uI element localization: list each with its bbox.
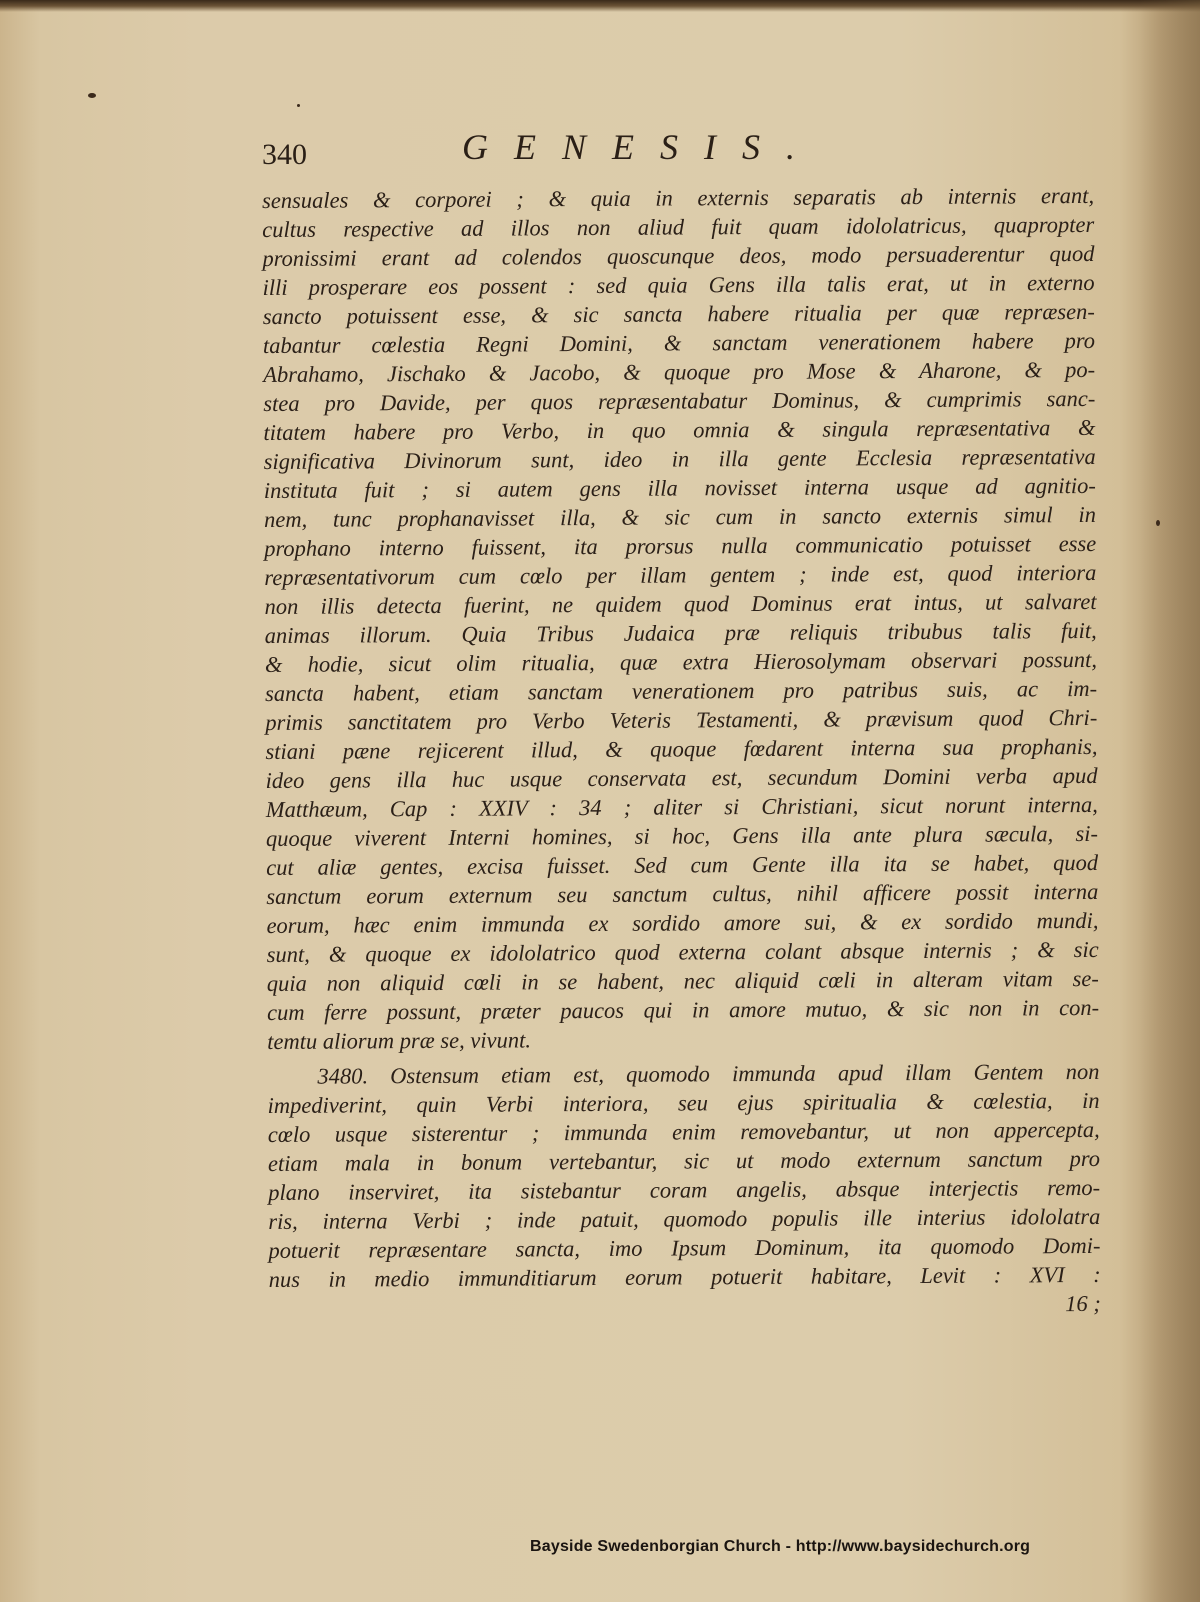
text-line: nus in medio immunditiarum eorum potuerit habitare, Levit : XVI :: [268, 1261, 1101, 1292]
ink-speck: [297, 104, 300, 107]
text-line: nem, tunc prophanavisset illa, & sic cum in sancto externis simul in: [263, 501, 1097, 532]
text-line: cut aliæ gentes, excisa fuisset. Sed cum Gente illa ita se habet, quod: [266, 849, 1099, 880]
text-line: pronissimi erant ad colendos quoscunque deos, modo persuaderentur quod: [262, 240, 1095, 271]
text-line: temtu aliorum præ se, vivunt.: [267, 1027, 532, 1054]
text-line: non illis detecta fuerint, ne quidem quod Dominus erat intus, ut salvaret: [264, 588, 1097, 619]
text-line: titatem habere pro Verbo, in quo omnia & singula repræsentativa &: [263, 414, 1096, 445]
watermark: Bayside Swedenborgian Church - http://www.baysidechurch.org: [530, 1538, 1031, 1555]
text-line: etiam mala in bonum vertebantur, sic ut modo externum sanctum pro: [267, 1145, 1101, 1176]
paragraph-3480: [267, 1057, 1100, 1294]
text-line: primis sanctitatem pro Verbo Veteris Testamenti, & prævisum quod Chri-: [265, 704, 1098, 735]
text-line: plano inserviret, ita sistebantur coram angelis, absque interjectis remo-: [268, 1174, 1101, 1205]
text-line: stiani pæne rejicerent illud, & quoque fœdarent interna sua prophanis,: [265, 733, 1098, 764]
text-line: cum ferre possunt, præter paucos qui in amore mutuo, & sic non in con-: [266, 994, 1100, 1025]
text-line: quia non aliquid cœli in se habent, nec aliquid cœli in alteram vitam se-: [266, 965, 1099, 996]
text-line: 3480. Ostensum etiam est, quomodo immunda apud illam Gentem non: [317, 1058, 1100, 1089]
text-line: prophano interno fuissent, ita prorsus nulla communicatio potuisset esse: [264, 530, 1097, 561]
text-line: significativa Divinorum sunt, ideo in illa gente Ecclesia repræsentativa: [263, 443, 1096, 474]
page-top-edge: [0, 0, 1200, 12]
text-line: Matthæum, Cap : XXIV : 34 ; aliter si Christiani, sicut norunt interna,: [265, 791, 1098, 822]
text-line: sancta habent, etiam sanctam venerationem pro patribus suis, ac im-: [265, 675, 1098, 706]
ink-speck: [1156, 520, 1160, 526]
text-line: Abrahamo, Jischako & Jacobo, & quoque pro Mose & Aharone, & po-: [263, 356, 1096, 387]
ink-speck: [88, 93, 96, 98]
text-line: sunt, & quoque ex idololatrico quod externa colant absque internis ; & sic: [266, 936, 1099, 967]
text-line: cœlo usque sisterentur ; immunda enim removebantur, ut non appercepta,: [267, 1116, 1100, 1147]
text-line: ideo gens illa huc usque conservata est, secundum Domini verba apud: [265, 762, 1098, 793]
gutter-shadow: [1140, 0, 1200, 1602]
text-line: & hodie, sicut olim ritualia, quæ extra Hierosolymam observari possunt,: [264, 646, 1097, 677]
body-text: [262, 181, 1101, 1323]
paragraph: [262, 181, 1099, 1056]
text-line: sensuales & corporei ; & quia in externis separatis ab internis erant,: [262, 182, 1095, 213]
text-line: sanctum eorum externum seu sanctum cultus, nihil afficere possit interna: [266, 878, 1099, 909]
text-line: cultus respective ad illos non aliud fuit quam idololatricus, quapropter: [262, 211, 1095, 242]
running-title: GENESIS.: [462, 127, 821, 167]
text-line: stea pro Davide, per quos repræsentabatur Dominus, & cumprimis sanc-: [263, 385, 1096, 416]
text-line: animas illorum. Quia Tribus Judaica præ reliquis tribubus talis fuit,: [264, 617, 1097, 648]
text-line: ris, interna Verbi ; inde patuit, quomodo populis ille interius idololatra: [268, 1203, 1101, 1234]
text-line: instituta fuit ; si autem gens illa novisset interna usque ad agnitio-: [263, 472, 1096, 503]
page-header: [262, 126, 1102, 176]
catchword: 16 ;: [1065, 1290, 1101, 1317]
page-number: 340: [262, 138, 307, 171]
text-line: repræsentativorum cum cœlo per illam gentem ; inde est, quod interiora: [264, 559, 1097, 590]
text-line: quoque viverent Interni homines, si hoc, Gens illa ante plura sæcula, si-: [265, 820, 1099, 851]
text-line: illi prosperare eos possent : sed quia Gens illa talis erat, ut in externo: [262, 269, 1095, 300]
text-line: tabantur cœlestia Regni Domini, & sanctam venerationem habere pro: [262, 327, 1096, 358]
text-line: impediverint, quin Verbi interiora, seu ejus spiritualia & cœlestia, in: [267, 1087, 1100, 1118]
text-line: sancto potuissent esse, & sic sancta habere ritualia per quæ repræsen-: [262, 298, 1095, 329]
text-line: eorum, hæc enim immunda ex sordido amore sui, & ex sordido mundi,: [266, 907, 1099, 938]
text-line: potuerit repræsentare sancta, imo Ipsum Dominum, ita quomodo Domi-: [268, 1232, 1101, 1263]
